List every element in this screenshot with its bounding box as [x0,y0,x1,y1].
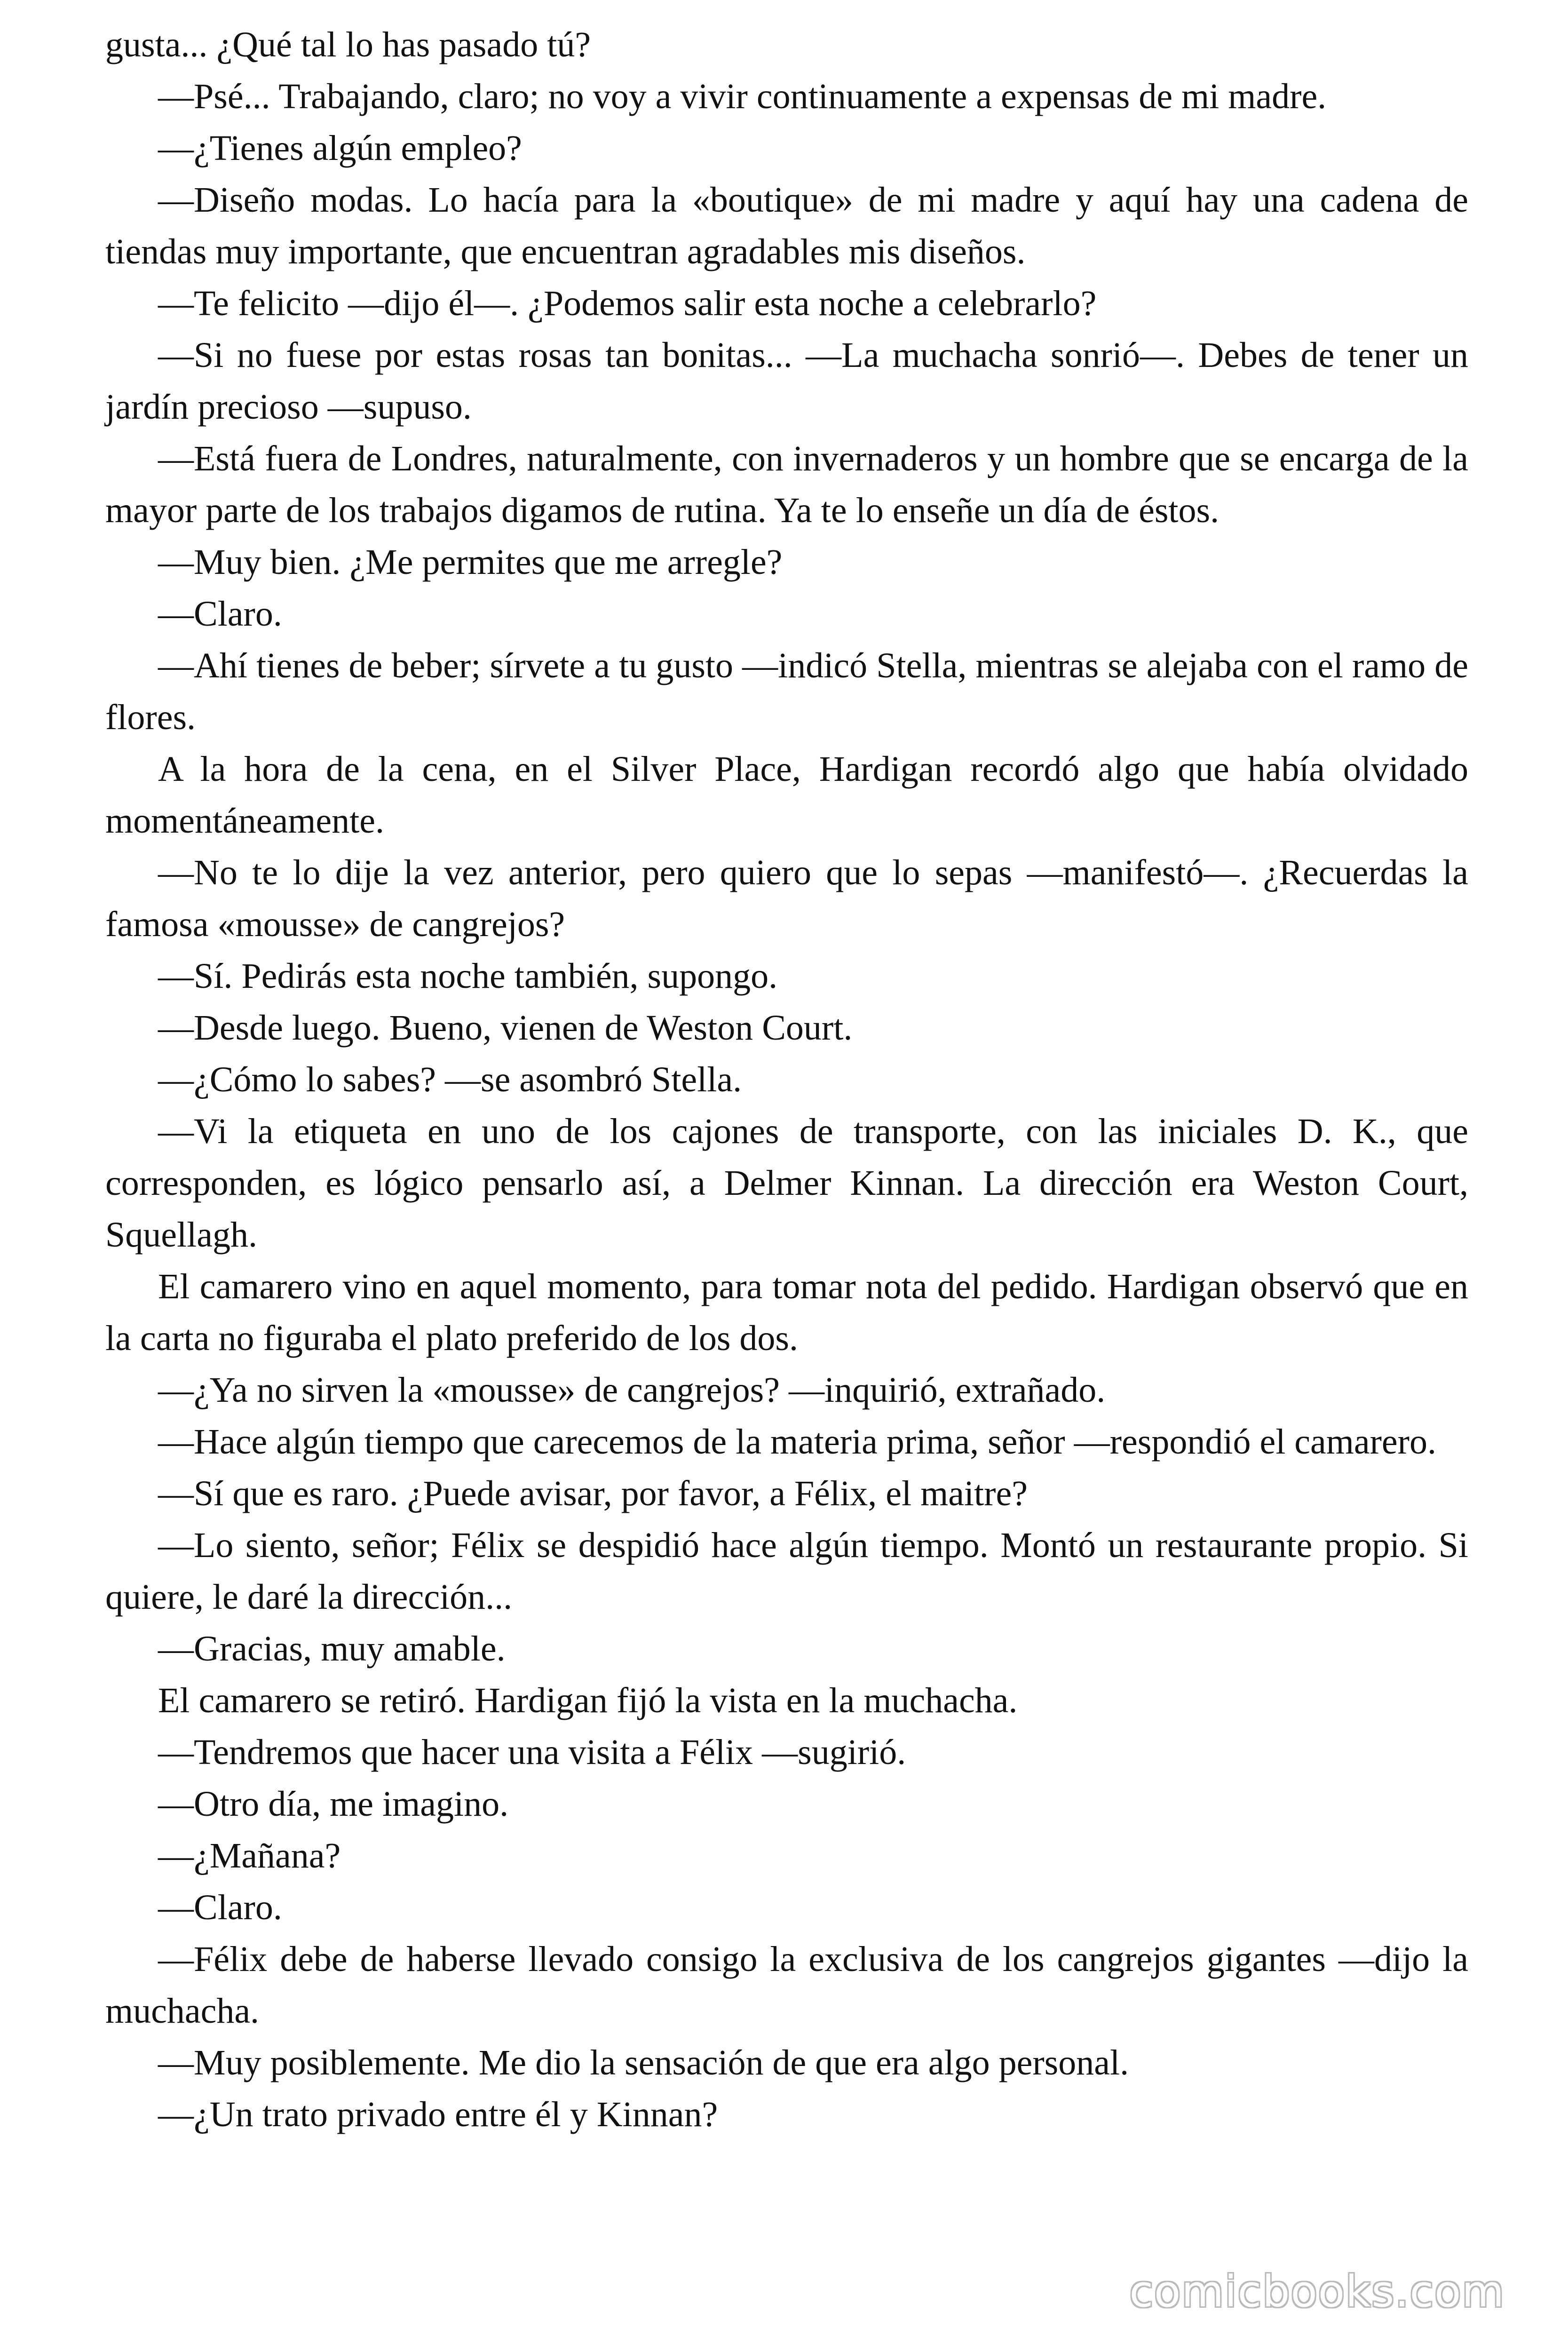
paragraph: —Félix debe de haberse llevado consigo la exclusiva de los cangrejos gigantes —dijo la muchacha. [105,1939,1468,2031]
paragraph: —Muy posiblemente. Me dio la sensación de que era algo personal. [158,2043,1129,2082]
paragraph: —No te lo dije la vez anterior, pero quiero que lo sepas —manifestó—. ¿Recuerdas la famosa «mousse» de cangrejos? [105,853,1468,944]
paragraph: —Hace algún tiempo que carecemos de la materia prima, señor —respondió el camarero. [158,1422,1436,1462]
paragraph: —Está fuera de Londres, naturalmente, con invernaderos y un hombre que se encarga de la mayor parte de los trabajos digamos de rutina. Ya te lo enseñe un día de éstos. [105,439,1468,530]
paragraph: —Desde luego. Bueno, vienen de Weston Court. [158,1008,853,1048]
paragraph: —Tendremos que hacer una visita a Félix —sugirió. [158,1732,906,1772]
paragraph: —¿Un trato privado entre él y Kinnan? [158,2095,718,2134]
paragraph: —Sí. Pedirás esta noche también, supongo. [158,956,778,996]
paragraph: —Vi la etiqueta en uno de los cajones de transporte, con las iniciales D. K., que corresponden, es lógico pensarlo así, a Delmer Kinnan. La dirección era Weston Court, Squellagh. [105,1112,1468,1255]
paragraph: —Psé... Trabajando, claro; no voy a vivir continuamente a expensas de mi madre. [158,77,1327,116]
paragraph: —Ahí tienes de beber; sírvete a tu gusto —indicó Stella, mientras se alejaba con el ramo de flores. [105,646,1468,737]
paragraph: —Otro día, me imagino. [158,1784,509,1824]
paragraph: —¿Ya no sirven la «mousse» de cangrejos? —inquirió, extrañado. [158,1370,1106,1410]
paragraph: —Gracias, muy amable. [158,1629,506,1669]
paragraph: —¿Tienes algún empleo? [158,128,522,168]
paragraph: —Claro. [158,1888,282,1927]
paragraph: —Claro. [158,594,282,634]
paragraph: —Te felicito —dijo él—. ¿Podemos salir esta noche a celebrarlo? [158,284,1097,323]
paragraph: —Muy bien. ¿Me permites que me arregle? [158,542,783,582]
paragraph: —Sí que es raro. ¿Puede avisar, por favor, a Félix, el maitre? [158,1474,1028,1513]
paragraph: El camarero vino en aquel momento, para tomar nota del pedido. Hardigan observó que en la carta no figuraba el plato preferido de los dos. [105,1267,1468,1358]
paragraph: —¿Mañana? [158,1836,341,1875]
paragraph: —Lo siento, señor; Félix se despidió hace algún tiempo. Montó un restaurante propio. Si quiere, le daré la dirección... [105,1526,1468,1617]
paragraph: El camarero se retiró. Hardigan fijó la vista en la muchacha. [158,1681,1018,1720]
paragraph: —Si no fuese por estas rosas tan bonitas... —La muchacha sonrió—. Debes de tener un jardín precioso —supuso. [105,335,1468,427]
paragraph: A la hora de la cena, en el Silver Place, Hardigan recordó algo que había olvidado momentáneamente. [105,749,1468,841]
paragraph: —Diseño modas. Lo hacía para la «boutique» de mi madre y aquí hay una cadena de tiendas muy importante, que encuentran agradables mis diseños. [105,180,1468,271]
book-page [105,19,1468,2140]
paragraph-continuation: gusta... ¿Qué tal lo has pasado tú? [105,25,591,64]
paragraph: —¿Cómo lo sabes? —se asombró Stella. [158,1060,742,1099]
watermark: comicbooks.com [1129,2266,1505,2317]
